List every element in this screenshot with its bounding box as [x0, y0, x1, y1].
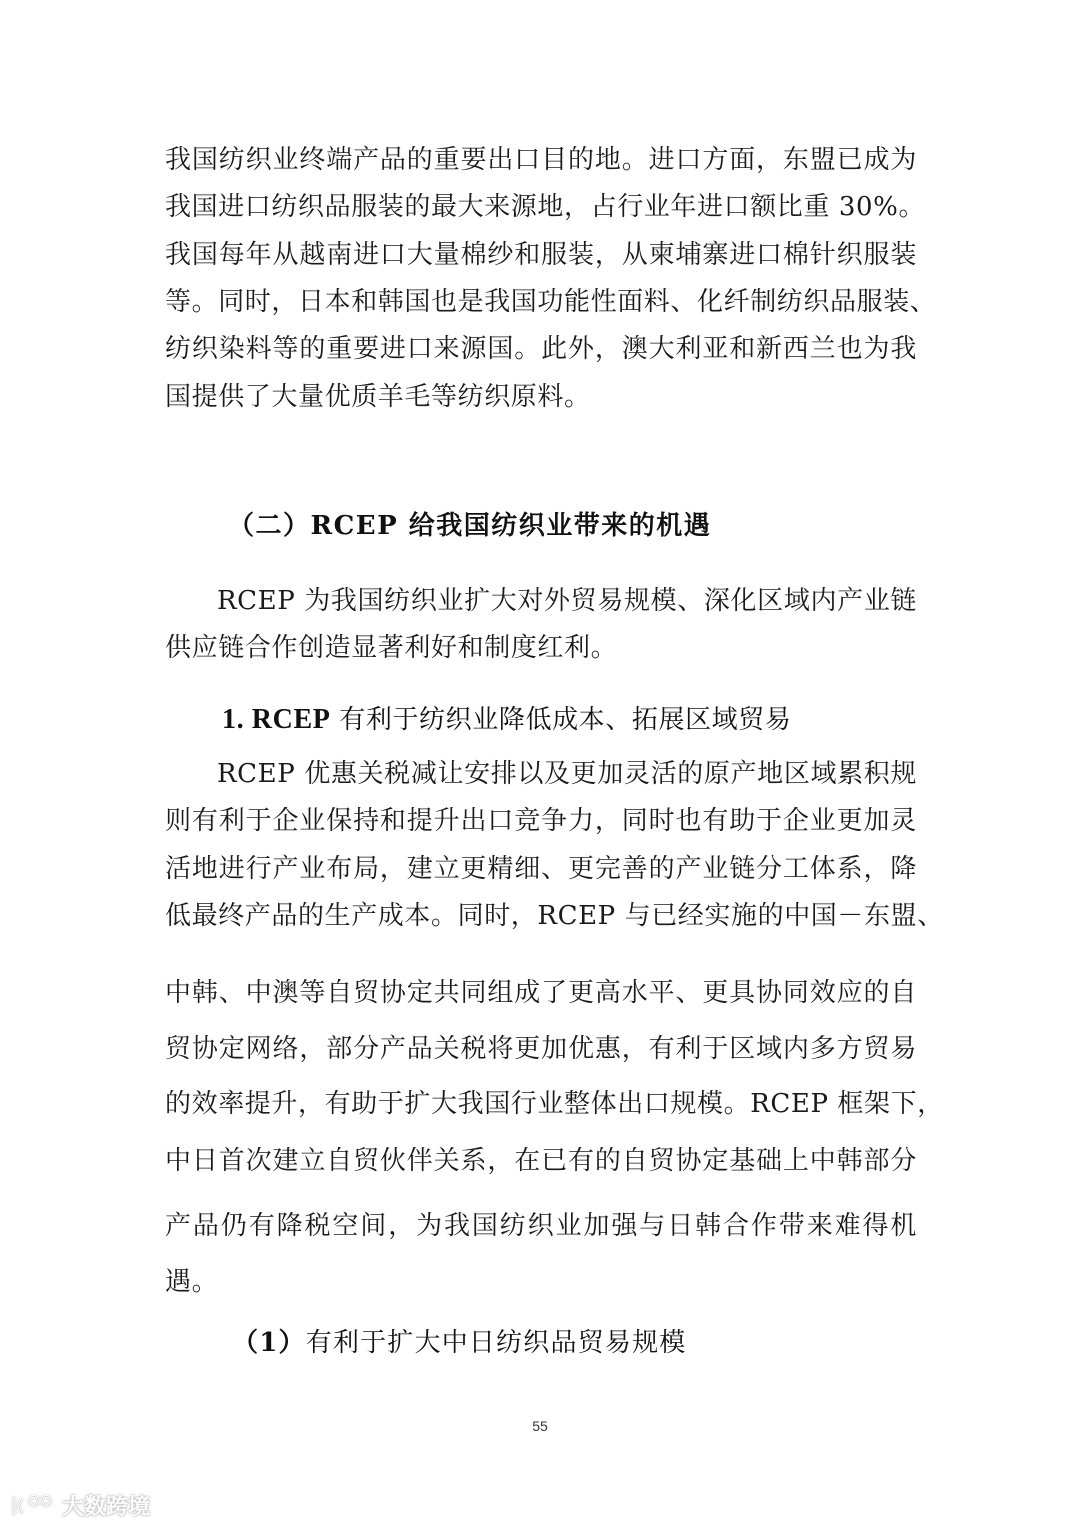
watermark	[10, 1490, 150, 1521]
subsection-title: 有利于纺织业降低成本、拓展区域贸易	[330, 705, 792, 735]
paragraph-1-line-3: 我国每年从越南进口大量棉纱和服装，从柬埔寨进口棉针织服装	[165, 240, 917, 270]
paragraph-1-line-1: 我国纺织业终端产品的重要出口目的地。进口方面，东盟已成为	[165, 145, 917, 175]
sub-subsection-title: 有利于扩大中日纺织品贸易规模	[305, 1328, 687, 1358]
sub-subsection-number: （1）	[232, 1328, 306, 1358]
paragraph-3-line-2: 则有利于企业保持和提升出口竞争力，同时也有助于企业更加灵	[165, 806, 917, 836]
subsection-heading	[222, 699, 792, 736]
watermark-text: 大数跨境	[62, 1495, 151, 1520]
paragraph-3-line-6: 贸协定网络，部分产品关税将更加优惠，有利于区域内多方贸易	[165, 1034, 917, 1064]
paragraph-1-line-2: 我国进口纺织品服装的最大来源地，占行业年进口额比重 30%。	[165, 192, 926, 222]
paragraph-3-line-5: 中韩、中澳等自贸协定共同组成了更高水平、更具协同效应的自	[165, 978, 917, 1008]
paragraph-3-line-7: 的效率提升，有助于扩大我国行业整体出口规模。RCEP 框架下，	[165, 1089, 944, 1119]
page-number: 55	[532, 1418, 548, 1434]
paragraph-1-line-5: 纺织染料等的重要进口来源国。此外，澳大利亚和新西兰也为我	[165, 334, 917, 364]
paragraph-3-line-1: RCEP 优惠关税减让安排以及更加灵活的原产地区域累积规	[217, 759, 917, 789]
paragraph-3-line-9: 产品仍有降税空间，为我国纺织业加强与日韩合作带来难得机	[165, 1211, 917, 1241]
sub-subsection-heading	[232, 1322, 687, 1359]
paragraph-3-line-8: 中日首次建立自贸伙伴关系，在已有的自贸协定基础上中韩部分	[165, 1146, 917, 1176]
paragraph-3-line-10: 遇。	[165, 1267, 219, 1297]
paragraph-1-line-6: 国提供了大量优质羊毛等纺织原料。	[165, 382, 591, 412]
paragraph-2-line-2: 供应链合作创造显著利好和制度红利。	[165, 633, 618, 663]
paragraph-2-line-1: RCEP 为我国纺织业扩大对外贸易规模、深化区域内产业链	[217, 586, 917, 616]
subsection-number: 1. RCEP	[222, 704, 331, 735]
kdoo-logo-icon	[10, 1493, 56, 1519]
section-heading: （二）RCEP 给我国纺织业带来的机遇	[228, 511, 712, 541]
paragraph-3-line-4: 低最终产品的生产成本。同时，RCEP 与已经实施的中国－东盟、	[165, 901, 944, 931]
paragraph-1-line-4: 等。同时，日本和韩国也是我国功能性面料、化纤制纺织品服装、	[165, 287, 937, 317]
paragraph-3-line-3: 活地进行产业布局，建立更精细、更完善的产业链分工体系，降	[165, 854, 917, 884]
